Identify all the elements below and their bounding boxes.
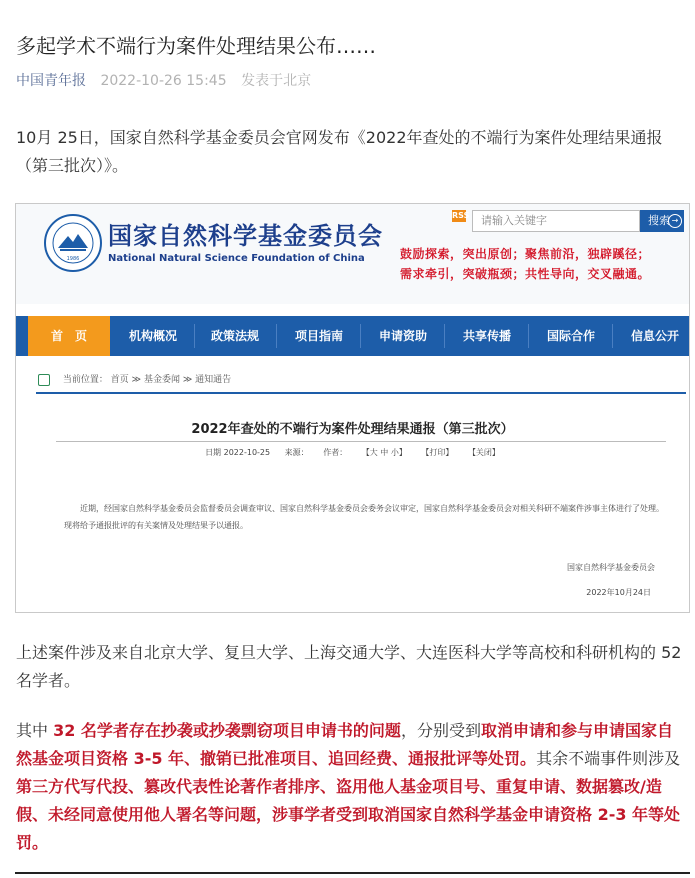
close-link[interactable]: 【关闭】: [467, 448, 500, 457]
paragraph-details: [16, 717, 688, 857]
notice-meta: [16, 447, 689, 459]
logo-year: 1986: [66, 256, 80, 262]
nsfc-screenshot-image: [15, 203, 690, 613]
nsfc-name-cn: 国家自然科学基金委员会: [108, 222, 383, 250]
article-title: 多起学术不端行为案件处理结果公布……: [16, 34, 376, 58]
nav-item-about[interactable]: 机构概况: [128, 329, 177, 343]
nsfc-search-button[interactable]: [640, 210, 684, 232]
notice-title: 2022年查处的不端行为案件处理结果通报（第三批次）: [191, 422, 514, 437]
nav-item-share[interactable]: 共享传播: [462, 329, 511, 343]
details-text: 其中: [16, 721, 54, 740]
details-highlight: 第三方代写代投、篡改代表性论著作者排序、盗用他人基金项目号、重复申请、数据篡改/造假、未经同意使用他人署名等问题，涉事学者受到取消国家自然科学基金申请资格 2-3 年等处罚。: [16, 777, 681, 852]
notice-signature: 国家自然科学基金委员会: [567, 563, 655, 572]
article-meta: [16, 70, 311, 92]
nsfc-name-en: National Natural Science Foundation of China: [108, 253, 365, 264]
paragraph-scope: 上述案件涉及来自北京大学、复旦大学、上海交通大学、大连医科大学等高校和科研机构的 52 名学者。: [16, 643, 682, 690]
notice-author: 作者：: [323, 448, 348, 457]
breadcrumb-label: 当前位置：: [62, 375, 108, 385]
nav-item-apply[interactable]: 申请资助: [378, 329, 427, 343]
nsfc-nav-bar: [16, 316, 689, 356]
breadcrumb-divider: [36, 392, 686, 394]
details-text: ，分别受到: [400, 721, 481, 740]
breadcrumb-item-home[interactable]: 首页: [110, 375, 129, 385]
notice-from: 来源：: [284, 448, 309, 457]
nsfc-search-input[interactable]: 请输入关键字: [472, 210, 640, 232]
nav-separator: [528, 324, 529, 348]
nav-item-home[interactable]: 首 页: [28, 316, 110, 356]
rss-icon[interactable]: RSS: [452, 211, 470, 220]
breadcrumb: [38, 372, 231, 388]
paragraph-intro: 10月 25日，国家自然科学基金委员会官网发布《2022年查处的不端行为案件处理结果通报（第三批次）》。: [16, 128, 663, 175]
details-text: 其余不端事件则涉及: [536, 749, 681, 768]
location-icon: [38, 374, 50, 386]
nav-item-international[interactable]: 国际合作: [546, 329, 595, 343]
publish-time: 2022-10-26 15:45: [100, 73, 227, 89]
notice-sign-date: 2022年10月24日: [586, 588, 651, 597]
breadcrumb-item-news[interactable]: 基金委闻: [143, 375, 180, 385]
breadcrumb-item-notices[interactable]: 通知通告: [195, 375, 232, 385]
motto-line-1: 鼓励探索，突出原创；聚焦前沿，独辟蹊径；: [400, 247, 651, 261]
details-highlight: 取消申请和参与申请国家自然基金项目资格 3-5 年、撤销已批准项目、追回经费、通报批评等处罚。: [16, 721, 673, 768]
nav-separator: [276, 324, 277, 348]
notice-divider: [56, 441, 666, 442]
print-link[interactable]: 【打印】: [421, 448, 454, 457]
nav-item-disclosure[interactable]: 信息公开: [630, 329, 679, 343]
nav-separator: [612, 324, 613, 348]
source-link[interactable]: 中国青年报: [16, 73, 86, 89]
search-button-label: 搜索: [648, 214, 670, 227]
font-size-control[interactable]: 【大 中 小】: [361, 448, 407, 457]
bottom-divider: [15, 872, 690, 874]
nav-item-policy[interactable]: 政策法规: [210, 329, 259, 343]
external-link-icon: →: [668, 214, 682, 228]
breadcrumb-separator: ≫: [182, 375, 193, 385]
nav-separator: [360, 324, 361, 348]
details-highlight: 32 名学者存在抄袭或抄袭剽窃项目申请书的问题: [53, 721, 401, 740]
nsfc-logo-icon: [44, 214, 102, 272]
notice-date: 日期 2022-10-25: [205, 448, 271, 457]
nav-item-guide[interactable]: 项目指南: [294, 329, 343, 343]
nsfc-header: [16, 204, 689, 304]
motto-line-2: 需求牵引，突破瓶颈；共性导向，交叉融通。: [400, 267, 651, 281]
breadcrumb-separator: ≫: [131, 375, 142, 385]
notice-body: 近期，经国家自然科学基金委员会监督委员会调查审议、国家自然科学基金委员会委务会议审定，国家自然科学基金委员会对相关科研不端案件涉事主体进行了处理。现将给予通报批评的有关案情及处理结果予以通报。: [64, 504, 664, 530]
nav-separator: [444, 324, 445, 348]
publish-location: 发表于北京: [241, 73, 312, 89]
